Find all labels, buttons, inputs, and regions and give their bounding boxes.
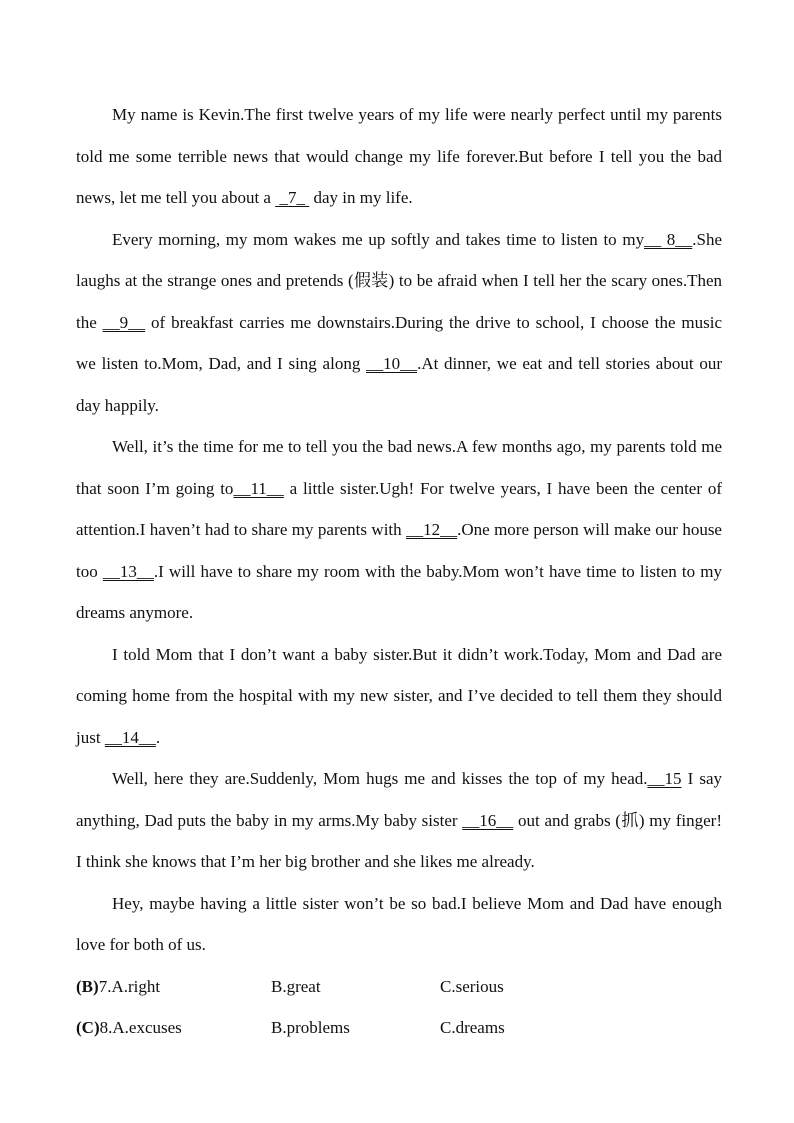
question-label-part: 7.: [98, 976, 112, 996]
passage-text: a little sister.Ugh! For twelve years, I have been the center of attention.I haven’t had to share my parents with: [76, 478, 722, 539]
passage-text: of breakfast carries me downstairs.During the drive to school, I choose the music we listen to.Mom, Dad, and I sing along: [76, 312, 722, 373]
passage-text: .One more person will make our house too: [76, 520, 722, 581]
cloze-passage: [76, 94, 722, 966]
passage-paragraph: [76, 758, 722, 883]
question-option-row: [76, 1007, 722, 1048]
passage-paragraph: [76, 219, 722, 427]
answer-letter: C: [81, 1017, 94, 1037]
passage-text: Well, here they are.Suddenly, Mom hugs me and kisses the top of my head.: [112, 769, 648, 788]
cloze-blank: __10__: [366, 354, 418, 373]
passage-text: out and grabs (抓) my finger! I think she knows that I’m her big brother and she likes me already.: [76, 810, 722, 871]
question-label-part: 8.: [99, 1017, 113, 1037]
question-label-part: ): [93, 1017, 100, 1037]
cloze-blank: __15: [647, 769, 682, 788]
passage-text: Every morning, my mom wakes me up softly and takes time to listen to my: [112, 229, 645, 249]
passage-text: Hey, maybe having a little sister won’t be so bad.I believe Mom and Dad have enough love for both of us.: [76, 893, 722, 954]
passage-paragraph: [76, 94, 722, 219]
cloze-blank: __16__: [462, 810, 514, 830]
cloze-blank: _7_: [275, 188, 310, 207]
passage-text: .At dinner, we eat and tell stories about our day happily.: [76, 354, 722, 415]
passage-text: I told Mom that I don’t want a baby sister.But it didn’t work.Today, Mom and Dad are coming home from the hospital with my new sister, and I’ve decided to tell them they should just: [76, 644, 722, 747]
cloze-blank: __9__: [102, 312, 146, 332]
passage-text: .She laughs at the strange ones and pretends (假装) to be afraid when I tell her the scary ones.Then the: [76, 229, 722, 332]
passage-text: .: [155, 727, 161, 747]
option-a: A.excuses: [112, 1017, 182, 1037]
question-label-part: (: [76, 1017, 82, 1037]
cloze-blank: __ 8__: [644, 229, 693, 249]
passage-paragraph: [76, 634, 722, 759]
option-b: B.problems: [271, 1017, 350, 1037]
cloze-blank: __14__: [104, 727, 156, 747]
passage-paragraph: [76, 426, 722, 634]
cloze-blank: __13__: [102, 561, 154, 581]
answer-options: [76, 966, 722, 1048]
option-c: C.serious: [440, 976, 504, 996]
question-label-part: ): [93, 976, 99, 996]
passage-paragraph: [76, 883, 722, 966]
document-page: [76, 94, 722, 1048]
option-b: B.great: [271, 976, 321, 996]
cloze-blank: __11__: [233, 478, 284, 498]
cloze-blank: __12__: [406, 520, 458, 539]
option-c: C.dreams: [440, 1017, 505, 1037]
answer-letter: B: [81, 976, 94, 996]
passage-text: day in my life.: [309, 188, 413, 207]
question-number-with-answer: [76, 1007, 271, 1048]
question-label-part: (: [76, 976, 82, 996]
passage-text: I say anything, Dad puts the baby in my arms.My baby sister: [76, 769, 723, 830]
passage-text: My name is Kevin.The first twelve years of my life were nearly perfect until my parents told me some terrible news that would change my life forever.But before I tell you the bad news, let me tell you about a: [76, 105, 722, 207]
question-number-with-answer: [76, 966, 271, 1007]
question-option-row: [76, 966, 722, 1007]
passage-text: Well, it’s the time for me to tell you the bad news.A few months ago, my parents told me that soon I’m going to: [76, 437, 722, 498]
option-a: A.right: [111, 976, 161, 996]
passage-text: .I will have to share my room with the baby.Mom won’t have time to listen to my dreams anymore.: [76, 561, 722, 622]
